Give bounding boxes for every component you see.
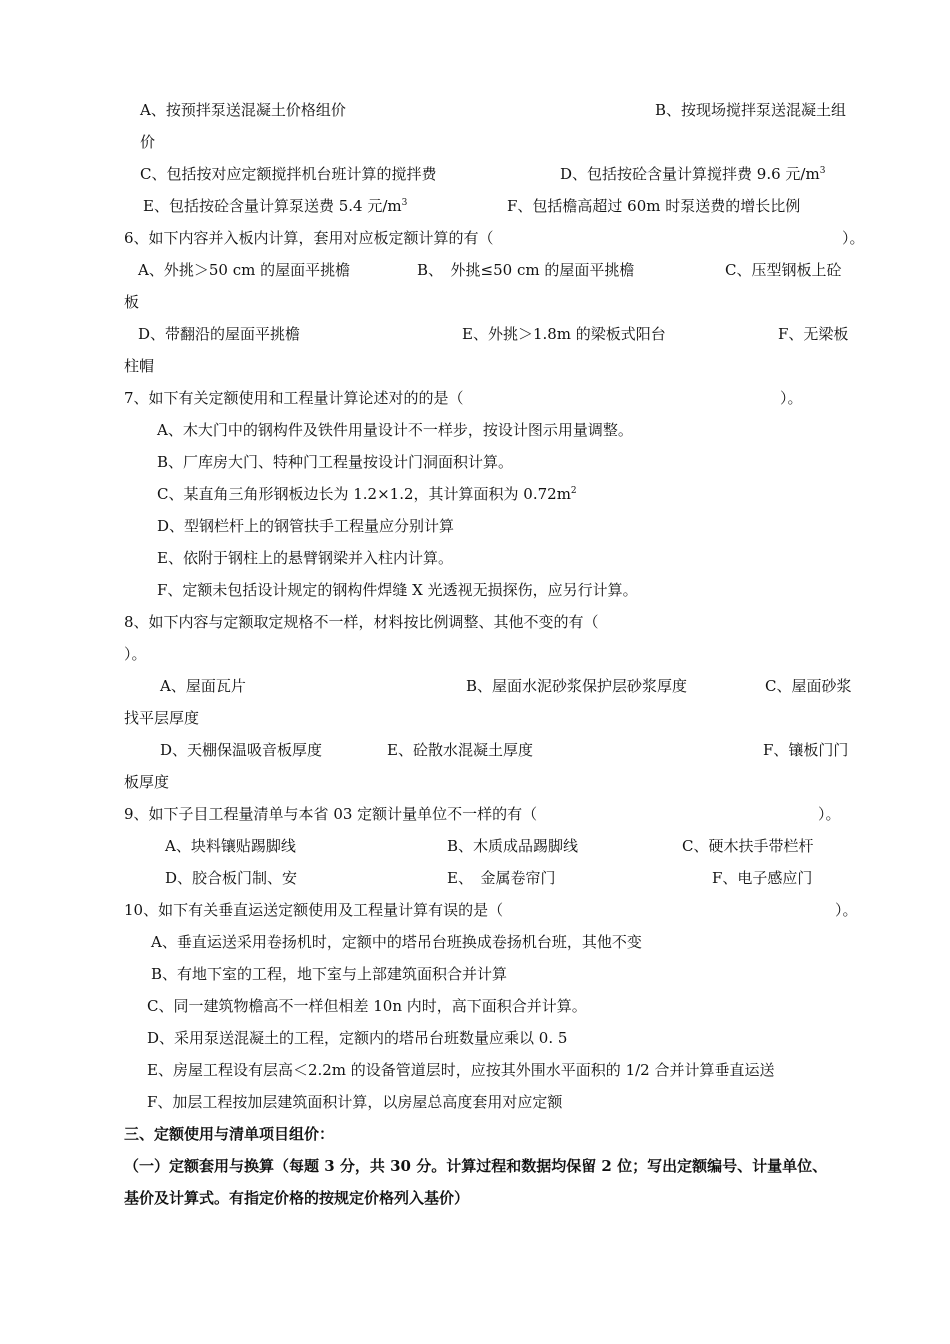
q6-stem-close: ）。: [842, 229, 865, 247]
q8-option-f-cont: 板厚度: [124, 773, 170, 791]
q6-option-c: C、压型钢板上砼: [725, 261, 842, 279]
q7-option-d: D、型钢栏杆上的钢管扶手工程量应分别计算: [157, 517, 455, 535]
q10-stem-close: ）。: [835, 901, 858, 919]
q5-option-a: A、按预拌泵送混凝土价格组价: [140, 101, 346, 119]
q5-option-e: E、包括按砼含量计算泵送费 5.4 元$/m^3$: [143, 197, 408, 215]
q6-option-f: F、无梁板: [778, 325, 849, 343]
q7-option-a: A、木大门中的钢构件及铁件用量设计不一样步，按设计图示用量调整。: [157, 421, 633, 439]
q8-option-e: E、砼散水混凝土厚度: [387, 741, 533, 759]
q10-option-b: B、有地下室的工程，地下室与上部建筑面积合并计算: [151, 965, 508, 983]
q8-option-c: C、屋面砂浆: [765, 677, 852, 695]
q6-option-f-cont: 柱帽: [124, 357, 155, 375]
q10-stem: 10、如下有关垂直运送定额使用及工程量计算有误的是（: [124, 901, 504, 919]
q5-option-f: F、包括檐高超过 60m 时泵送费的增长比例: [507, 197, 801, 215]
q7-option-f: F、定额未包括设计规定的钢构件焊缝 X 光透视无损探伤，应另行计算。: [157, 581, 638, 599]
q9-option-c: C、硬木扶手带栏杆: [682, 837, 814, 855]
q10-option-d: D、采用泵送混凝土的工程，定额内的塔吊台班数量应乘以 0. 5: [147, 1029, 568, 1047]
q9-option-a: A、块料镶贴踢脚线: [165, 837, 296, 855]
q6-stem: 6、如下内容并入板内计算，套用对应板定额计算的有（: [124, 229, 494, 247]
q8-option-b: B、屋面水泥砂浆保护层砂浆厚度: [466, 677, 688, 695]
q6-option-d: D、带翻沿的屋面平挑檐: [138, 325, 301, 343]
q8-option-c-cont: 找平层厚度: [124, 709, 200, 727]
q5-option-d: D、包括按砼含量计算搅拌费 9.6 元$/m^3$: [560, 165, 826, 183]
q6-option-c-cont: 板: [124, 293, 140, 311]
q9-stem: 9、如下子目工程量清单与本省 03 定额计量单位不一样的有（: [124, 805, 538, 823]
q6-option-e: E、外挑＞1.8m 的梁板式阳台: [462, 325, 666, 343]
q9-option-d: D、胶合板门制、安: [165, 869, 298, 887]
q9-option-f: F、电子感应门: [712, 869, 813, 887]
q5-option-c: C、包括按对应定额搅拌机台班计算的搅拌费: [140, 165, 437, 183]
section-3-subheading-line1: （一）定额套用与换算（每题 3 分，共 30 分。计算过程和数据均保留 2 位；写出定额编号、计量单位、: [124, 1157, 828, 1175]
q7-stem-close: ）。: [780, 389, 803, 407]
q10-option-f: F、加层工程按加层建筑面积计算，以房屋总高度套用对应定额: [147, 1093, 563, 1111]
q5-option-b: B、按现场搅拌泵送混凝土组: [655, 101, 847, 119]
q9-option-e: E、 金属卷帘门: [447, 869, 556, 887]
q7-stem: 7、如下有关定额使用和工程量计算论述对的的是（: [124, 389, 464, 407]
q5-option-b-cont: 价: [140, 133, 156, 151]
q7-option-b: B、厂库房大门、特种门工程量按设计门洞面积计算。: [157, 453, 514, 471]
q10-option-c: C、同一建筑物檐高不一样但相差 10n 内时，高下面积合并计算。: [147, 997, 587, 1015]
q8-option-f: F、镶板门门: [763, 741, 849, 759]
q7-option-e: E、依附于钢柱上的悬臂钢梁并入柱内计算。: [157, 549, 453, 567]
q8-option-d: D、天棚保温吸音板厚度: [160, 741, 323, 759]
q9-option-b: B、木质成品踢脚线: [447, 837, 579, 855]
q8-stem-close: ）。: [124, 645, 147, 663]
q6-option-a: A、外挑＞50 cm 的屋面平挑檐: [138, 261, 351, 279]
section-3-title: 三、定额使用与清单项目组价：: [124, 1125, 335, 1143]
q8-option-a: A、屋面瓦片: [160, 677, 246, 695]
q7-option-c: C、某直角三角形钢板边长为 1.2×1.2，其计算面积为 $0.72m^2$: [157, 485, 577, 503]
q10-option-e: E、房屋工程设有层高＜2.2m 的设备管道层时，应按其外围水平面积的 1/2 合并计算垂直运送: [147, 1061, 775, 1079]
q9-stem-close: ）。: [818, 805, 841, 823]
section-3-subheading-line2: 基价及计算式。有指定价格的按规定价格列入基价）: [124, 1189, 470, 1207]
q10-option-a: A、垂直运送采用卷扬机时，定额中的塔吊台班换成卷扬机台班，其他不变: [151, 933, 642, 951]
q6-option-b: B、 外挑≤50 cm 的屋面平挑檐: [417, 261, 635, 279]
q8-stem: 8、如下内容与定额取定规格不一样，材料按比例调整、其他不变的有（: [124, 613, 599, 631]
